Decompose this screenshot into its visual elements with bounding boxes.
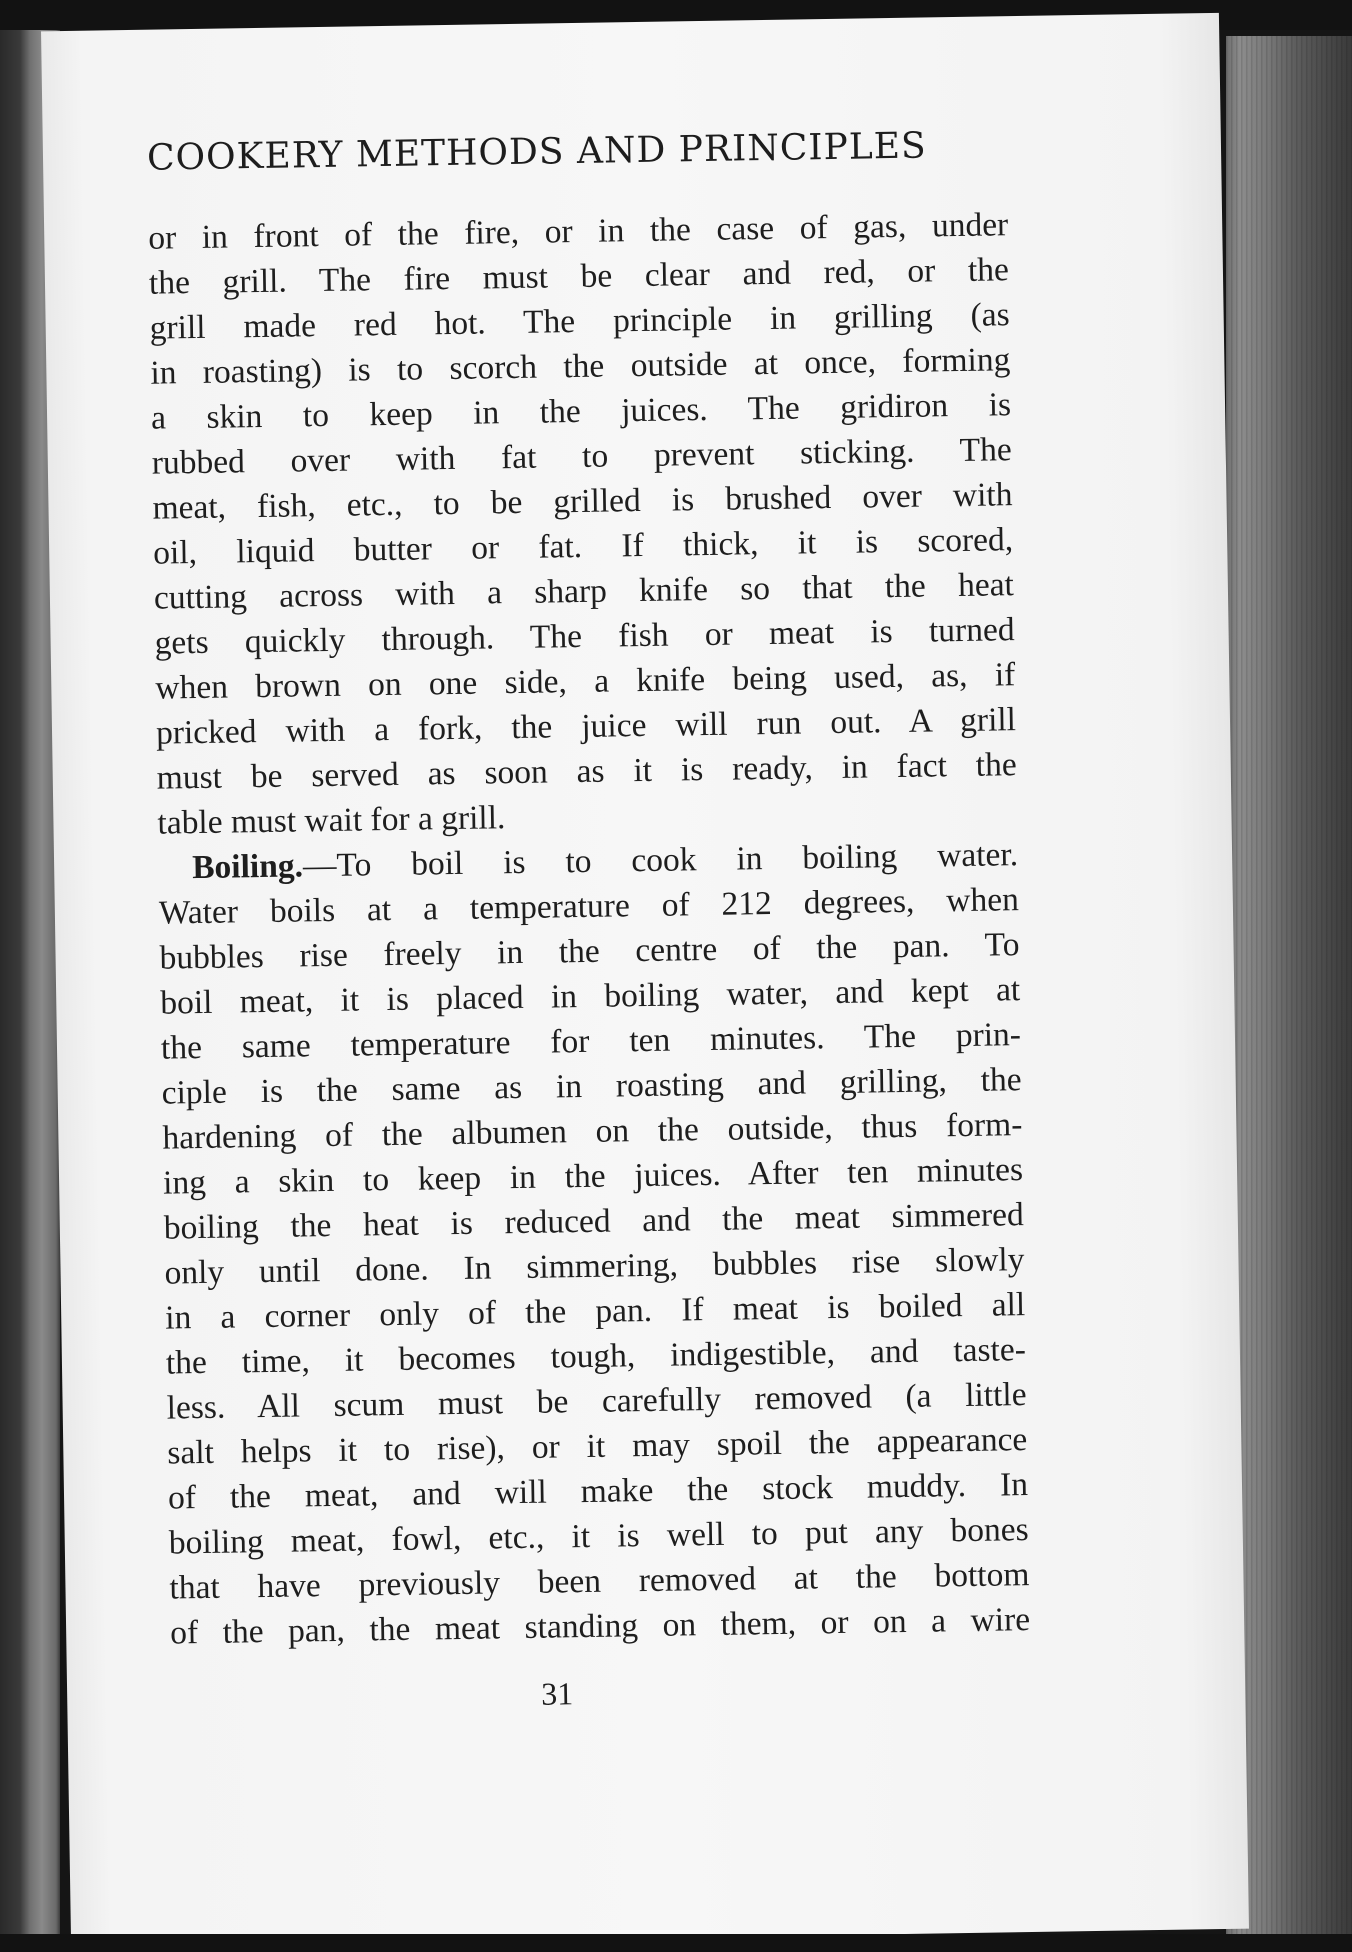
running-head: COOKERY METHODS AND PRINCIPLES (146, 125, 927, 179)
text-line: Water boils at a temperature of 212 degrees, when (158, 881, 1020, 932)
text-line: that have previously been removed at the bottom (169, 1556, 1030, 1607)
text-line: gets quickly through. The fish or meat is turned (154, 611, 1015, 662)
text-line: boil meat, it is placed in boiling water, and kept at (160, 971, 1021, 1022)
text-line: bubbles rise freely in the centre of the pan. To (159, 926, 1020, 977)
text-line: salt helps it to rise), or it may spoil the appearance (167, 1421, 1028, 1472)
body-text (148, 202, 1031, 1655)
book-page (41, 13, 1249, 1947)
text-line: oil, liquid butter or fat. If thick, it is scored, (152, 521, 1014, 572)
text-line: cutting across with a sharp knife so that the heat (153, 566, 1015, 617)
boiling-first-line-text: —To boil is to cook in boiling water. (302, 836, 1019, 885)
text-line: or in front of the fire, or in the case of gas, under (147, 206, 1009, 257)
text-line: of the pan, the meat standing on them, or on a wire (169, 1601, 1031, 1652)
text-line: in a corner only of the pan. If meat is boiled all (164, 1286, 1026, 1337)
boiling-heading: Boiling. (191, 847, 304, 887)
text-line: pricked with a fork, the juice will run out. A grill (155, 701, 1017, 752)
text-line: must be served as soon as it is ready, in fact the (156, 746, 1017, 797)
text-line: hardening of the albumen on the outside, thus form- (162, 1106, 1023, 1157)
text-line: rubbed over with fat to prevent sticking. The (151, 431, 1013, 482)
text-line: the grill. The fire must be clear and red, or the (148, 251, 1010, 302)
page-number: 31 (540, 1675, 574, 1712)
text-line: grill made red hot. The principle in grilling (as (149, 296, 1010, 347)
text-line: when brown on one side, a knife being used, as, if (155, 656, 1016, 707)
page-fore-edge (1226, 36, 1352, 1952)
scan-bottom-border (0, 1934, 1352, 1952)
text-line: boiling the heat is reduced and the meat simmered (163, 1196, 1025, 1247)
text-line: less. All scum must be carefully removed (a little (166, 1376, 1027, 1427)
page-text-block (87, 14, 1197, 1947)
text-line: boiling meat, fowl, etc., it is well to put any bones (168, 1511, 1029, 1562)
text-line: a skin to keep in the juices. The gridiron is (150, 386, 1012, 437)
text-line: ciple is the same as in roasting and grilling, the (161, 1061, 1022, 1112)
text-line: of the meat, and will make the stock muddy. In (167, 1466, 1029, 1517)
text-line: table must wait for a grill. (157, 799, 506, 842)
text-line: ing a skin to keep in the juices. After ten minutes (162, 1151, 1024, 1202)
text-line: only until done. In simmering, bubbles rise slowly (164, 1241, 1025, 1292)
text-line: meat, fish, etc., to be grilled is brushed over with (152, 476, 1013, 527)
text-line: the time, it becomes tough, indigestible, and taste- (165, 1331, 1027, 1382)
text-line: in roasting) is to scorch the outside at once, forming (150, 341, 1011, 392)
text-line: the same temperature for ten minutes. The prin- (160, 1016, 1022, 1067)
